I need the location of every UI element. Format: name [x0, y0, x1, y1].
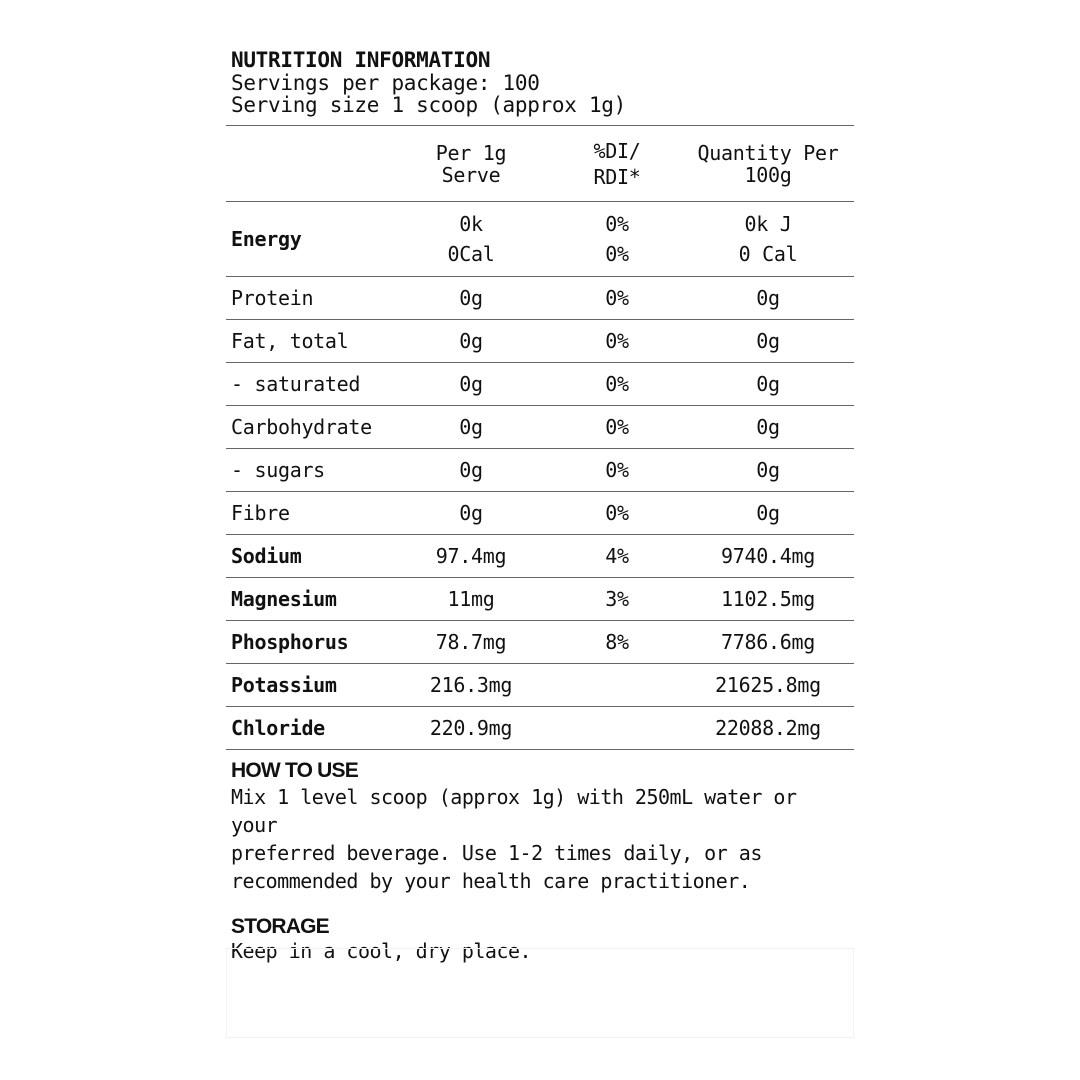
storage-text: Keep in a cool, dry place.	[231, 939, 532, 963]
nutrient-name: Chloride	[231, 716, 325, 740]
di-value	[552, 664, 682, 707]
table-row-fibre	[226, 492, 854, 535]
per-serve-header-line2: Serve	[441, 162, 501, 187]
table-row-protein	[226, 277, 854, 320]
nutrient-name: Potassium	[231, 673, 337, 697]
how-to-use-section	[226, 759, 854, 895]
per-100g-value: 22088.2mg	[715, 716, 821, 740]
di-value: 0%	[605, 372, 629, 396]
per-100g-column-header	[682, 126, 854, 202]
how-to-use-line: recommended by your health care practitioner.	[231, 869, 751, 893]
nutrient-name: Energy	[231, 227, 302, 251]
per-100g-header-line1: Quantity Per	[697, 140, 839, 165]
di-value: 0%	[605, 501, 629, 525]
per-serve-value: 11mg	[447, 587, 495, 611]
di-value: 4%	[605, 544, 629, 568]
energy-per-serve-cal: 0Cal	[447, 242, 495, 266]
per-serve-value: 216.3mg	[429, 673, 513, 697]
di-value: 0%	[605, 415, 629, 439]
table-row-sodium	[226, 535, 854, 578]
storage-heading: STORAGE	[231, 915, 329, 938]
per-serve-value: 0g	[459, 372, 483, 396]
how-to-use-line: Mix 1 level scoop (approx 1g) with 250mL water or your	[231, 785, 797, 837]
table-row-saturated	[226, 363, 854, 406]
per-100g-value	[682, 202, 854, 277]
empty-placeholder-box	[226, 948, 854, 1038]
per-serve-value: 0g	[459, 286, 483, 310]
per-serve-value: 97.4mg	[435, 544, 507, 568]
per-serve-value: 220.9mg	[429, 716, 513, 740]
nutrient-name: Fat, total	[231, 329, 349, 353]
di-value: 3%	[605, 587, 629, 611]
per-100g-value: 0g	[756, 372, 780, 396]
per-serve-column-header	[390, 126, 552, 202]
per-serve-value: 0g	[459, 329, 483, 353]
table-row-carbohydrate	[226, 406, 854, 449]
table-row-fat-total	[226, 320, 854, 363]
energy-per-100g-kj: 0k J	[744, 212, 792, 236]
nutrient-name: Carbohydrate	[231, 415, 372, 439]
table-row-energy	[226, 202, 854, 277]
servings-per-package: Servings per package: 100	[231, 71, 540, 95]
table-header-row	[226, 126, 854, 202]
per-100g-value: 0g	[756, 458, 780, 482]
energy-per-serve-kj: 0k	[459, 212, 483, 236]
di-value	[552, 707, 682, 750]
nutrient-column-header	[226, 126, 390, 202]
how-to-use-text	[231, 783, 851, 895]
energy-di-kj: 0%	[605, 212, 629, 236]
per-serve-value: 0g	[459, 458, 483, 482]
per-serve-value: 0g	[459, 501, 483, 525]
table-row-phosphorus	[226, 621, 854, 664]
per-serve-value: 78.7mg	[435, 630, 507, 654]
per-100g-value: 0g	[756, 286, 780, 310]
per-100g-value: 9740.4mg	[721, 544, 815, 568]
energy-per-100g-cal: 0 Cal	[738, 242, 798, 266]
table-row-sugars	[226, 449, 854, 492]
nutrient-name: - saturated	[231, 372, 361, 396]
nutrition-title: NUTRITION INFORMATION	[231, 48, 491, 72]
per-100g-value: 0g	[756, 329, 780, 353]
table-row-potassium	[226, 664, 854, 707]
nutrient-name: Protein	[231, 286, 314, 310]
per-100g-value: 7786.6mg	[721, 630, 815, 654]
serving-size: Serving size 1 scoop (approx 1g)	[231, 93, 626, 117]
nutrition-table	[226, 125, 854, 750]
nutrient-name: Fibre	[231, 501, 290, 525]
per-serve-value	[390, 202, 552, 277]
nutrient-name: - sugars	[231, 458, 325, 482]
nutrition-panel	[226, 48, 854, 963]
di-value: 0%	[605, 286, 629, 310]
per-100g-value: 21625.8mg	[715, 673, 821, 697]
per-100g-value: 0g	[756, 415, 780, 439]
nutrition-header	[226, 48, 854, 116]
per-100g-header-line2: 100g	[744, 162, 792, 187]
per-100g-value: 0g	[756, 501, 780, 525]
how-to-use-heading: HOW TO USE	[231, 759, 358, 782]
per-100g-value: 1102.5mg	[721, 587, 815, 611]
table-row-chloride	[226, 707, 854, 750]
nutrient-name: Phosphorus	[231, 630, 349, 654]
di-value: 8%	[605, 630, 629, 654]
how-to-use-line: preferred beverage. Use 1-2 times daily, or as	[231, 841, 762, 865]
energy-di-cal: 0%	[605, 242, 629, 266]
di-value	[552, 202, 682, 277]
per-serve-value: 0g	[459, 415, 483, 439]
di-header-line2: RDI*	[593, 164, 641, 189]
di-value: 0%	[605, 458, 629, 482]
table-row-magnesium	[226, 578, 854, 621]
di-header-line1: %DI/	[593, 138, 641, 163]
nutrient-name: Sodium	[231, 544, 302, 568]
di-value: 0%	[605, 329, 629, 353]
di-column-header	[552, 126, 682, 202]
nutrient-name: Magnesium	[231, 587, 337, 611]
per-serve-header-line1: Per 1g	[435, 140, 507, 165]
